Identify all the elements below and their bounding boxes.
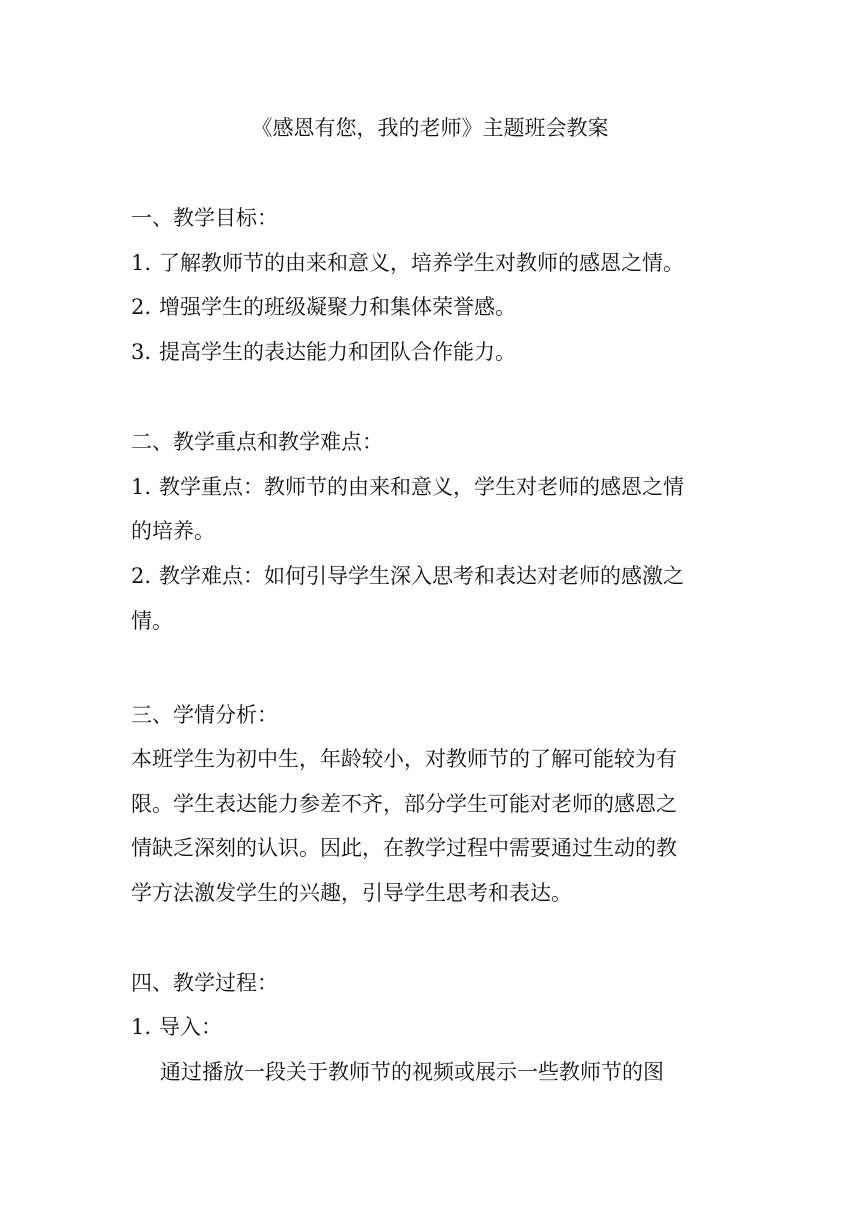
list-text: 提高学生的表达能力和团队合作能力。 — [159, 340, 516, 364]
section-heading-key-points: 二、教学重点和教学难点： — [131, 430, 383, 454]
list-number: 1. — [131, 1015, 152, 1039]
list-text: 导入： — [159, 1015, 222, 1039]
list-number: 1. — [131, 251, 152, 275]
paragraph-line: 情缺乏深刻的认识。因此，在教学过程中需要通过生动的教 — [131, 836, 677, 860]
section-heading-objectives: 一、教学目标： — [131, 206, 278, 230]
list-number: 1. — [131, 475, 152, 499]
list-item — [131, 248, 741, 278]
list-number: 2. — [131, 295, 152, 319]
list-item — [131, 561, 741, 591]
paragraph-line: 通过播放一段关于教师节的视频或展示一些教师节的图 — [160, 1060, 664, 1084]
document-title: 《感恩有您，我的老师》主题班会教案 — [251, 116, 609, 140]
list-number: 2. — [131, 564, 152, 588]
paragraph-line: 限。学生表达能力参差不齐，部分学生可能对老师的感恩之 — [131, 792, 677, 816]
list-item — [131, 337, 741, 367]
list-item — [131, 1012, 741, 1042]
list-text: 教学难点：如何引导学生深入思考和表达对老师的感激之 — [159, 564, 684, 588]
list-text: 教学重点：教师节的由来和意义，学生对老师的感恩之情 — [159, 475, 684, 499]
list-item-continuation: 的培养。 — [131, 519, 215, 543]
list-item — [131, 472, 741, 502]
paragraph-line: 学方法激发学生的兴趣，引导学生思考和表达。 — [131, 881, 572, 905]
list-text: 了解教师节的由来和意义，培养学生对教师的感恩之情。 — [159, 251, 684, 275]
list-item — [131, 292, 741, 322]
paragraph-line: 本班学生为初中生，年龄较小，对教师节的了解可能较为有 — [131, 747, 677, 771]
list-text: 增强学生的班级凝聚力和集体荣誉感。 — [159, 295, 516, 319]
list-item-continuation: 情。 — [131, 609, 173, 633]
list-number: 3. — [131, 340, 152, 364]
section-heading-process: 四、教学过程： — [131, 971, 278, 995]
section-heading-analysis: 三、学情分析： — [131, 703, 278, 727]
